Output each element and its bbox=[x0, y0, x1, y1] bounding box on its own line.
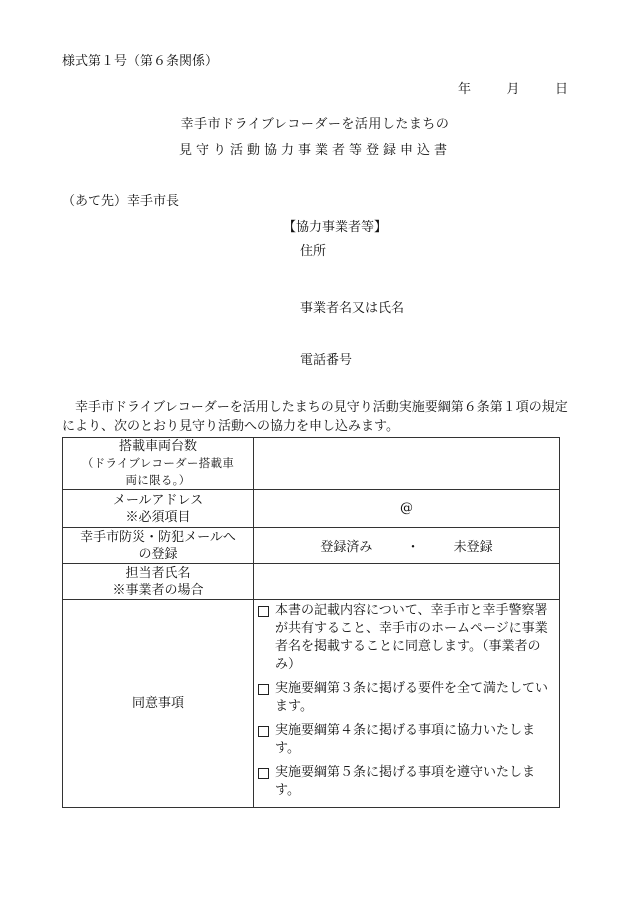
option-registered[interactable]: 登録済み bbox=[320, 540, 373, 555]
vehicles-note-line1: （ドライブレコーダー搭載車 bbox=[81, 456, 235, 470]
option-unregistered[interactable]: 未登録 bbox=[453, 540, 493, 555]
vehicles-label-cell bbox=[63, 438, 254, 490]
checkbox-icon[interactable] bbox=[258, 684, 269, 695]
consent-item bbox=[254, 602, 559, 674]
date-day-label: 日 bbox=[554, 82, 568, 97]
mail-service-label-line2: の登録 bbox=[138, 546, 178, 562]
checkbox-icon[interactable] bbox=[258, 726, 269, 737]
consent-item-text: 実施要綱第５条に掲げる事項を遵守いたします。 bbox=[275, 765, 536, 798]
email-at-sign: @ bbox=[400, 501, 413, 516]
email-label: メールアドレス bbox=[112, 492, 204, 508]
consent-label: 同意事項 bbox=[131, 696, 184, 711]
consent-item bbox=[254, 680, 559, 716]
vehicles-input-cell[interactable] bbox=[254, 438, 560, 490]
checkbox-icon[interactable] bbox=[258, 606, 269, 617]
form-number: 様式第１号（第６条関係） bbox=[62, 54, 219, 69]
email-label-cell bbox=[63, 490, 254, 528]
addressee: （あて先）幸手市長 bbox=[62, 194, 180, 209]
document-title-line1: 幸手市ドライブレコーダーを活用したまちの bbox=[180, 117, 450, 132]
vehicles-note-line2: 両に限る。） bbox=[125, 473, 191, 487]
checkbox-icon[interactable] bbox=[258, 768, 269, 779]
address-label: 住所 bbox=[300, 244, 327, 259]
consent-items-cell bbox=[254, 600, 560, 808]
phone-label: 電話番号 bbox=[300, 353, 353, 368]
date-month-label: 月 bbox=[506, 82, 520, 97]
table-row-email bbox=[63, 490, 560, 528]
consent-item-text: 実施要綱第４条に掲げる事項に協力いたします。 bbox=[275, 723, 536, 756]
date-line bbox=[458, 78, 568, 97]
contact-label-cell bbox=[63, 564, 254, 600]
email-required-note: ※必須項目 bbox=[125, 509, 191, 525]
mail-service-label-cell bbox=[63, 528, 254, 564]
table-row-consent bbox=[63, 600, 560, 808]
mail-service-label-line1: 幸手市防災・防犯メールへ bbox=[80, 529, 236, 545]
document-title-line2: 見守り活動協力事業者等登録申込書 bbox=[178, 143, 451, 158]
table-row-mail-service bbox=[63, 528, 560, 564]
mail-service-options-cell bbox=[254, 528, 560, 564]
intro-paragraph bbox=[62, 398, 568, 436]
consent-label-cell bbox=[63, 600, 254, 808]
table-row-contact bbox=[63, 564, 560, 600]
applicant-header: 【協力事業者等】 bbox=[283, 220, 388, 235]
consent-item-text: 実施要綱第３条に掲げる要件を全て満たしています。 bbox=[275, 681, 549, 714]
date-year-label: 年 bbox=[458, 82, 472, 97]
vehicles-label: 搭載車両台数 bbox=[118, 439, 197, 454]
contact-label: 担当者氏名 bbox=[125, 565, 191, 581]
contact-input-cell[interactable] bbox=[254, 564, 560, 600]
consent-item bbox=[254, 722, 559, 758]
email-input-cell[interactable] bbox=[254, 490, 560, 528]
option-separator: ・ bbox=[406, 540, 420, 555]
application-table bbox=[62, 437, 560, 808]
intro-text: 幸手市ドライブレコーダーを活用したまちの見守り活動実施要綱第６条第１項の規定により、次のとおり見守り活動への協力を申し込みます。 bbox=[62, 400, 568, 434]
consent-item bbox=[254, 764, 559, 800]
business-name-label: 事業者名又は氏名 bbox=[300, 301, 405, 316]
table-row-vehicles bbox=[63, 438, 560, 490]
contact-note: ※事業者の場合 bbox=[112, 582, 204, 598]
consent-item-text: 本書の記載内容について、幸手市と幸手警察署が共有すること、幸手市のホームページに事業者名を掲載することに同意します。（事業者のみ） bbox=[275, 603, 548, 672]
